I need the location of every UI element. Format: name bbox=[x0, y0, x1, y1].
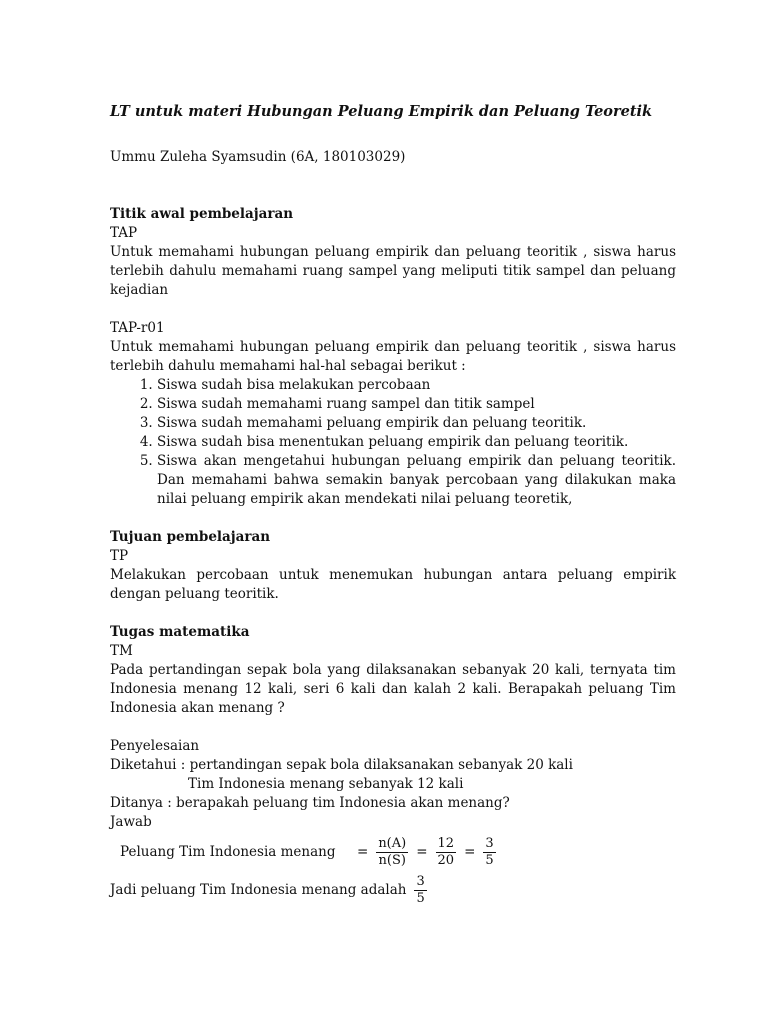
numbered-list bbox=[110, 376, 676, 509]
section-heading: Tugas matematika bbox=[110, 624, 250, 640]
fraction-denominator: 5 bbox=[416, 890, 425, 906]
section-code: TP bbox=[110, 548, 129, 564]
section-code: TAP bbox=[110, 225, 138, 241]
section-tujuan bbox=[110, 528, 676, 604]
document-title: LT untuk materi Hubungan Peluang Empirik dan Peluang Teoretik bbox=[110, 103, 653, 120]
conclusion-line bbox=[110, 872, 676, 908]
equals-sign: = bbox=[464, 843, 476, 860]
jawab-line: Jawab bbox=[110, 814, 152, 830]
penyelesaian-heading: Penyelesaian bbox=[110, 738, 200, 754]
section-code: TAP-r01 bbox=[110, 320, 165, 336]
diketahui-line: Diketahui : pertandingan sepak bola dilaksanakan sebanyak 20 kali bbox=[110, 757, 573, 773]
section-code: TM bbox=[110, 643, 133, 659]
equals-sign: = bbox=[357, 843, 369, 860]
section-tugas bbox=[110, 623, 676, 718]
diketahui-line: Tim Indonesia menang sebanyak 12 kali bbox=[188, 776, 464, 792]
formula-line bbox=[110, 832, 676, 872]
formula-label: Peluang Tim Indonesia menang bbox=[120, 843, 336, 860]
fraction-denominator: 5 bbox=[485, 852, 494, 868]
fraction-12-20 bbox=[436, 836, 457, 869]
list-item: 3. Siswa sudah memahami peluang empirik dan peluang teoritik. bbox=[157, 414, 676, 433]
fraction-numerator: 3 bbox=[416, 873, 425, 889]
section-penyelesaian bbox=[110, 737, 676, 908]
list-item: 5. Siswa akan mengetahui hubungan peluang empirik dan peluang teoritik. Dan memahami bahwa semakin banyak percobaan yang dilakukan maka nilai peluang empirik akan mendekati nilai peluang teoretik, bbox=[157, 452, 676, 509]
fraction-3-5 bbox=[483, 836, 495, 869]
paragraph: Untuk memahami hubungan peluang empirik dan peluang teoritik , siswa harus terlebih dahulu memahami ruang sampel yang meliputi titik sampel dan peluang kejadian bbox=[110, 244, 676, 298]
paragraph: Pada pertandingan sepak bola yang dilaksanakan sebanyak 20 kali, ternyata tim Indonesia menang 12 kali, seri 6 kali dan kalah 2 kali. Berapakah peluang Tim Indonesia akan menang ? bbox=[110, 662, 676, 716]
conclusion-fraction bbox=[414, 874, 426, 907]
fraction-numerator: 12 bbox=[437, 835, 455, 851]
equals-sign: = bbox=[416, 843, 428, 860]
conclusion-text: Jadi peluang Tim Indonesia menang adalah bbox=[110, 881, 407, 898]
fraction-denominator: n(S) bbox=[378, 852, 406, 868]
list-item: 1. Siswa sudah bisa melakukan percobaan bbox=[157, 376, 676, 395]
paragraph: Untuk memahami hubungan peluang empirik dan peluang teoritik , siswa harus terlebih dahulu memahami hal-hal sebagai berikut : bbox=[110, 339, 676, 374]
list-item: 4. Siswa sudah bisa menentukan peluang empirik dan peluang teoritik. bbox=[157, 433, 676, 452]
fraction-numerator: 3 bbox=[485, 835, 494, 851]
paragraph: Melakukan percobaan untuk menemukan hubungan antara peluang empirik dengan peluang teoritik. bbox=[110, 567, 676, 602]
ditanya-line: Ditanya : berapakah peluang tim Indonesia akan menang? bbox=[110, 795, 510, 811]
fraction-numerator: n(A) bbox=[378, 835, 407, 851]
list-item: 2. Siswa sudah memahami ruang sampel dan titik sampel bbox=[157, 395, 676, 414]
section-heading: Tujuan pembelajaran bbox=[110, 529, 271, 545]
fraction-nA-nS bbox=[376, 836, 408, 869]
fraction-denominator: 20 bbox=[437, 852, 455, 868]
section-titik-awal bbox=[110, 205, 676, 509]
author-line: Ummu Zuleha Syamsudin (6A, 180103029) bbox=[110, 149, 406, 165]
section-heading: Titik awal pembelajaran bbox=[110, 206, 294, 222]
